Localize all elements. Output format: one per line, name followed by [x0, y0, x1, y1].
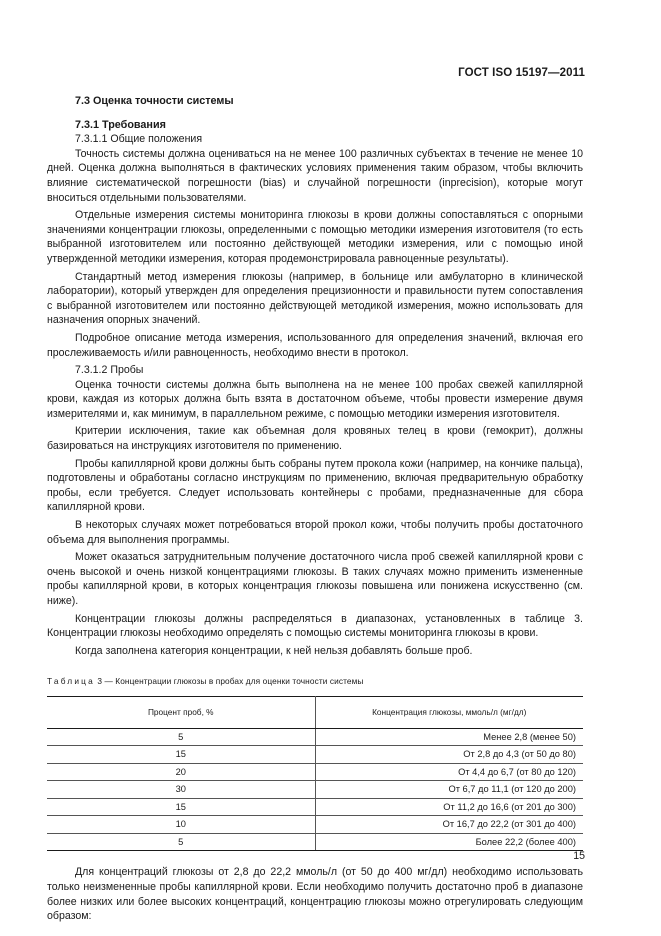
cell-percent: 5: [47, 833, 315, 851]
table-row: [47, 746, 583, 764]
table-row: [47, 798, 583, 816]
subsubsection-heading-general: 7.3.1.1 Общие положения: [75, 133, 203, 146]
paragraph: Пробы капиллярной крови должны быть собраны путем прокола кожи (например, на кончике пальца), подготовлены и обработаны согласно инструкциям по применению, включая предварительную обработку пробы, если требуется. Следует использовать контейнеры с пробами, предназначенные для сбора капиллярной крови.: [47, 457, 583, 514]
table-row: [47, 728, 583, 746]
paragraph: Когда заполнена категория концентрации, к ней нельзя добавлять больше проб.: [75, 644, 473, 657]
section-heading: 7.3 Оценка точности системы: [75, 95, 234, 107]
cell-percent: 20: [47, 763, 315, 781]
subsection-heading: 7.3.1 Требования: [75, 118, 166, 131]
cell-concentration: От 6,7 до 11,1 (от 120 до 200): [315, 781, 583, 799]
subsubsection-heading-samples: 7.3.1.2 Пробы: [75, 364, 144, 377]
paragraph: Стандартный метод измерения глюкозы (например, в больнице или амбулаторно в клинической лаборатории), который утвержден для определения прецизионности и правильности путем сопоставления с выбранной изготовителем или постоянно действующей методикой измерения, можно использовать для назначения опорных значений.: [47, 270, 583, 327]
table-row: [47, 833, 583, 851]
cell-percent: 5: [47, 728, 315, 746]
table-header-concentration: Концентрация глюкозы, ммоль/л (мг/дл): [315, 696, 583, 728]
paragraph: Подробное описание метода измерения, использованного для определения значений, включая его прослеживаемость и/или равноценность, необходимо внести в протокол.: [47, 331, 583, 359]
cell-percent: 10: [47, 816, 315, 834]
cell-concentration: Менее 2,8 (менее 50): [315, 728, 583, 746]
paragraph: Может оказаться затруднительным получение достаточного числа проб свежей капиллярной крови с очень высокой и очень низкой концентрациями глюкозы. В таких случаях можно применить измененные пробы капиллярной крови, в которых концентрация глюкозы повышена или понижена искусственно (см. ниже).: [47, 551, 583, 607]
cell-concentration: От 11,2 до 16,6 (от 201 до 300): [315, 798, 583, 816]
paragraph: Точность системы должна оцениваться на не менее 100 различных субъектах в течение не менее 10 дней. Оценка должна выполняться в фактических условиях применения таким образом, чтобы включить влияние систематической погрешности (bias) и случайной погрешности (inprecision), которые могут вноситься отдельными пользователями.: [47, 147, 583, 204]
cell-concentration: Более 22,2 (более 400): [315, 833, 583, 851]
paragraph: Отдельные измерения системы мониторинга глюкозы в крови должны сопоставляться с опорными значениями концентрации глюкозы, определенными с помощью методики измерения изготовителя (то есть выбранной изготовителем или постоянно действующей методики измерения, или с помощью иной утвержденной методики измерения, которая продемонстрировала равноценные результаты).: [47, 209, 583, 265]
page-content: [47, 94, 583, 927]
cell-percent: 15: [47, 746, 315, 764]
table-caption-word: Таблица: [47, 676, 95, 687]
glucose-table: [47, 696, 583, 852]
paragraph: Критерии исключения, такие как объемная доля кровяных телец в крови (гемокрит), должны базироваться на инструкциях изготовителя по применению.: [47, 425, 583, 453]
table-row: [47, 781, 583, 799]
table-row: [47, 816, 583, 834]
cell-percent: 30: [47, 781, 315, 799]
document-code: ГОСТ ISO 15197—2011: [458, 67, 585, 79]
samples-paragraphs: [47, 378, 583, 659]
table-caption-text: 3 — Концентрации глюкозы в пробах для оценки точности системы: [94, 676, 364, 687]
table-header-row: [47, 696, 583, 728]
table-header-percent: Процент проб, %: [47, 696, 315, 728]
cell-percent: 15: [47, 798, 315, 816]
general-paragraphs: [47, 147, 583, 360]
paragraph: Оценка точности системы должна быть выполнена на не менее 100 пробах свежей капиллярной крови, каждая из которых должна быть взята в достаточном объеме, чтобы провести измерение двумя измерителями и, как минимум, в параллельном режиме, с помощью методики измерения изготовителя.: [47, 378, 583, 420]
after-table-paragraph: Для концентраций глюкозы от 2,8 до 22,2 ммоль/л (от 50 до 400 мг/дл) необходимо использовать только неизмененные пробы капиллярной крови. Если необходимо получить достаточно проб в диапазоне более низких или более высоких концентраций, концентрацию глюкозы можно отрегулировать следующим образом:: [47, 866, 583, 923]
paragraph: Концентрации глюкозы должны распределяться в диапазонах, установленных в таблице 3. Концентрации глюкозы необходимо определять с помощью системы мониторинга глюкозы в крови.: [47, 612, 583, 640]
page-number: 15: [573, 850, 585, 862]
table-row: [47, 763, 583, 781]
cell-concentration: От 2,8 до 4,3 (от 50 до 80): [315, 746, 583, 764]
paragraph: В некоторых случаях может потребоваться второй прокол кожи, чтобы получить пробы достаточного объема для выполнения программы.: [47, 519, 583, 546]
cell-concentration: От 4,4 до 6,7 (от 80 до 120): [315, 763, 583, 781]
table-caption: [47, 674, 583, 689]
cell-concentration: От 16,7 до 22,2 (от 301 до 400): [315, 816, 583, 834]
